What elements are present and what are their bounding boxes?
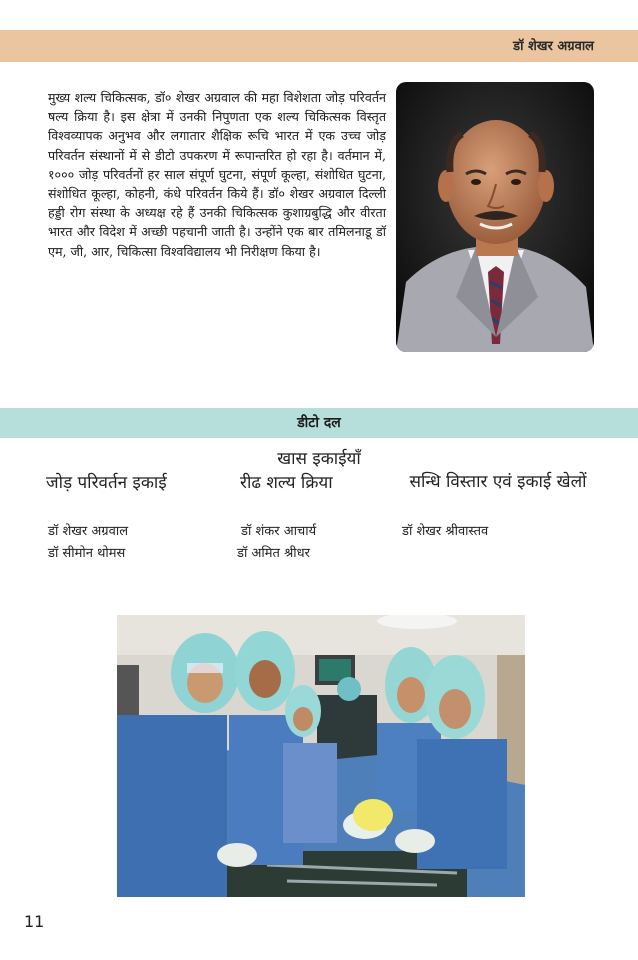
- unit-spine-surgery: रीढ शल्य क्रिया: [240, 473, 333, 493]
- doctor-name: डॉ शेखर श्रीवास्तव: [402, 524, 489, 539]
- team-band: [0, 408, 638, 438]
- header-band: [0, 30, 638, 62]
- doctor-name: डॉ शेखर अग्रवाल: [48, 524, 129, 539]
- doctor-name: डॉ अमित श्रीधर: [237, 546, 310, 561]
- page-number: 11: [24, 912, 45, 931]
- unit-sports-arthroscopy: सन्धि विस्तार एवं इकाई खेलों: [409, 472, 587, 492]
- doctor-portrait: [396, 82, 594, 352]
- special-units-heading: खास इकाईयाँ: [277, 449, 361, 469]
- doctor-name: डॉ शंकर आचार्य: [241, 524, 317, 539]
- operating-room-photo: [117, 615, 525, 897]
- team-title: डीटो दल: [297, 415, 341, 431]
- intro-paragraph: मुख्य शल्य चिकित्सक, डॉ० शेखर अग्रवाल की महा विशेशता जोड़ परिवर्तन षल्य क्रिया है। इस क्षेत्रा में उनकी निपुणता एक शल्य चिकित्सक विस्तृत विश्वव्यापक अनुभव और लगातार शैक्षिक रूचि भारत में एक उच्च जोड़ परिवर्तन संस्थानों में से डीटो उपकरण में रूपान्तरित हो रहा है। वर्तमान में, १००० जोड़ परिवर्तनों हर साल संपूर्ण घुटना, संपूर्ण कूल्हा, संशोधित घुटना, संशोधित कूल्हा, कोहनी, कंधे परिवर्तन किये हैं। डॉ० शेखर अग्रवाल दिल्ली हड्डी रोग संस्था के अध्यक्ष रहे हैं उनकी चिकित्सक कुशाग्रबुद्धि और वीरता भारत और विदेश में अच्छी पहचानी जाती है। उन्होंने एक बार तमिलनाडू डॉ एम, जी, आर, चिकित्सा विश्वविद्यालय भी निरीक्षण किया है।: [48, 90, 386, 259]
- unit-joint-replacement: जोड़ परिवर्तन इकाई: [46, 473, 167, 493]
- page-title: डॉ शेखर अग्रवाल: [513, 39, 594, 54]
- doctor-name: डॉ सीमोन थोमस: [48, 546, 126, 561]
